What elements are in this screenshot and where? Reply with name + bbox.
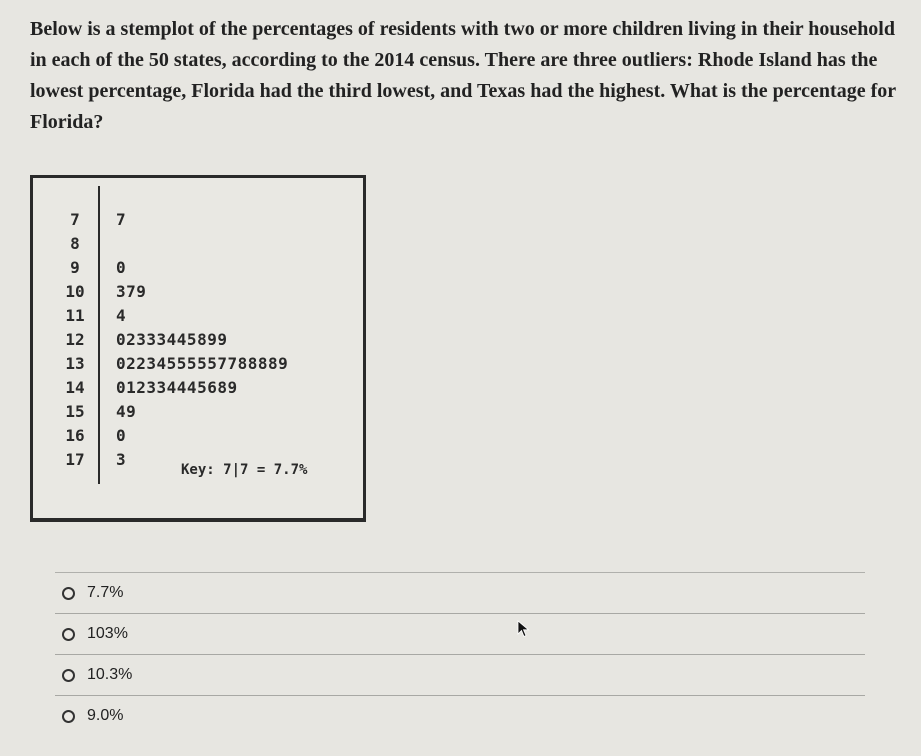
stemplot xyxy=(30,175,366,522)
stemplot-row xyxy=(33,426,353,450)
stemplot-row xyxy=(33,282,353,306)
stemplot-row xyxy=(33,378,353,402)
option-10-3[interactable] xyxy=(55,654,865,695)
leaves: 49 xyxy=(116,402,137,421)
stem: 13 xyxy=(65,354,85,373)
stemplot-row xyxy=(33,210,353,234)
stem: 7 xyxy=(70,210,80,229)
option-label: 9.0% xyxy=(87,707,124,724)
stemplot-row xyxy=(33,402,353,426)
radio-button[interactable] xyxy=(62,710,75,723)
stemplot-key: Key: 7|7 = 7.7% xyxy=(181,462,308,478)
leaves: 02333445899 xyxy=(116,330,228,349)
option-103[interactable] xyxy=(55,613,865,654)
stemplot-row xyxy=(33,354,353,378)
question-text: Below is a stemplot of the percentages of residents with two or more children living in their household in each of the 50 states, according to the 2014 census. There are three outliers: Rhode Island has the lowest percentage, Florida had the third lowest, and Texas had the highest. What is the percentage for Florida? xyxy=(30,18,896,133)
stemplot-row xyxy=(33,330,353,354)
stem: 8 xyxy=(70,234,80,253)
stem: 15 xyxy=(65,402,85,421)
leaves: 0 xyxy=(116,258,127,277)
leaves: 02234555557788889 xyxy=(116,354,289,373)
stemplot-row xyxy=(33,306,353,330)
option-7-7[interactable] xyxy=(55,572,865,613)
answer-options xyxy=(55,572,865,736)
stemplot-row xyxy=(33,234,353,258)
option-label: 10.3% xyxy=(87,666,133,683)
radio-button[interactable] xyxy=(62,628,75,641)
leaves: 7 xyxy=(116,210,127,229)
option-9-0[interactable] xyxy=(55,695,865,736)
stem: 9 xyxy=(70,258,80,277)
leaves: 0 xyxy=(116,426,127,445)
stem: 17 xyxy=(65,450,85,469)
stemplot-row xyxy=(33,258,353,282)
radio-button[interactable] xyxy=(62,669,75,682)
stem: 14 xyxy=(65,378,85,397)
option-label: 7.7% xyxy=(87,584,124,601)
leaves: 4 xyxy=(116,306,127,325)
radio-button[interactable] xyxy=(62,587,75,600)
mouse-cursor-icon xyxy=(517,620,531,638)
leaves: 379 xyxy=(116,282,147,301)
stem: 12 xyxy=(65,330,85,349)
option-label: 103% xyxy=(87,625,128,642)
stem: 10 xyxy=(65,282,85,301)
leaves: 012334445689 xyxy=(116,378,238,397)
stem: 16 xyxy=(65,426,85,445)
stem: 11 xyxy=(65,306,85,325)
leaves: 3 xyxy=(116,450,127,469)
